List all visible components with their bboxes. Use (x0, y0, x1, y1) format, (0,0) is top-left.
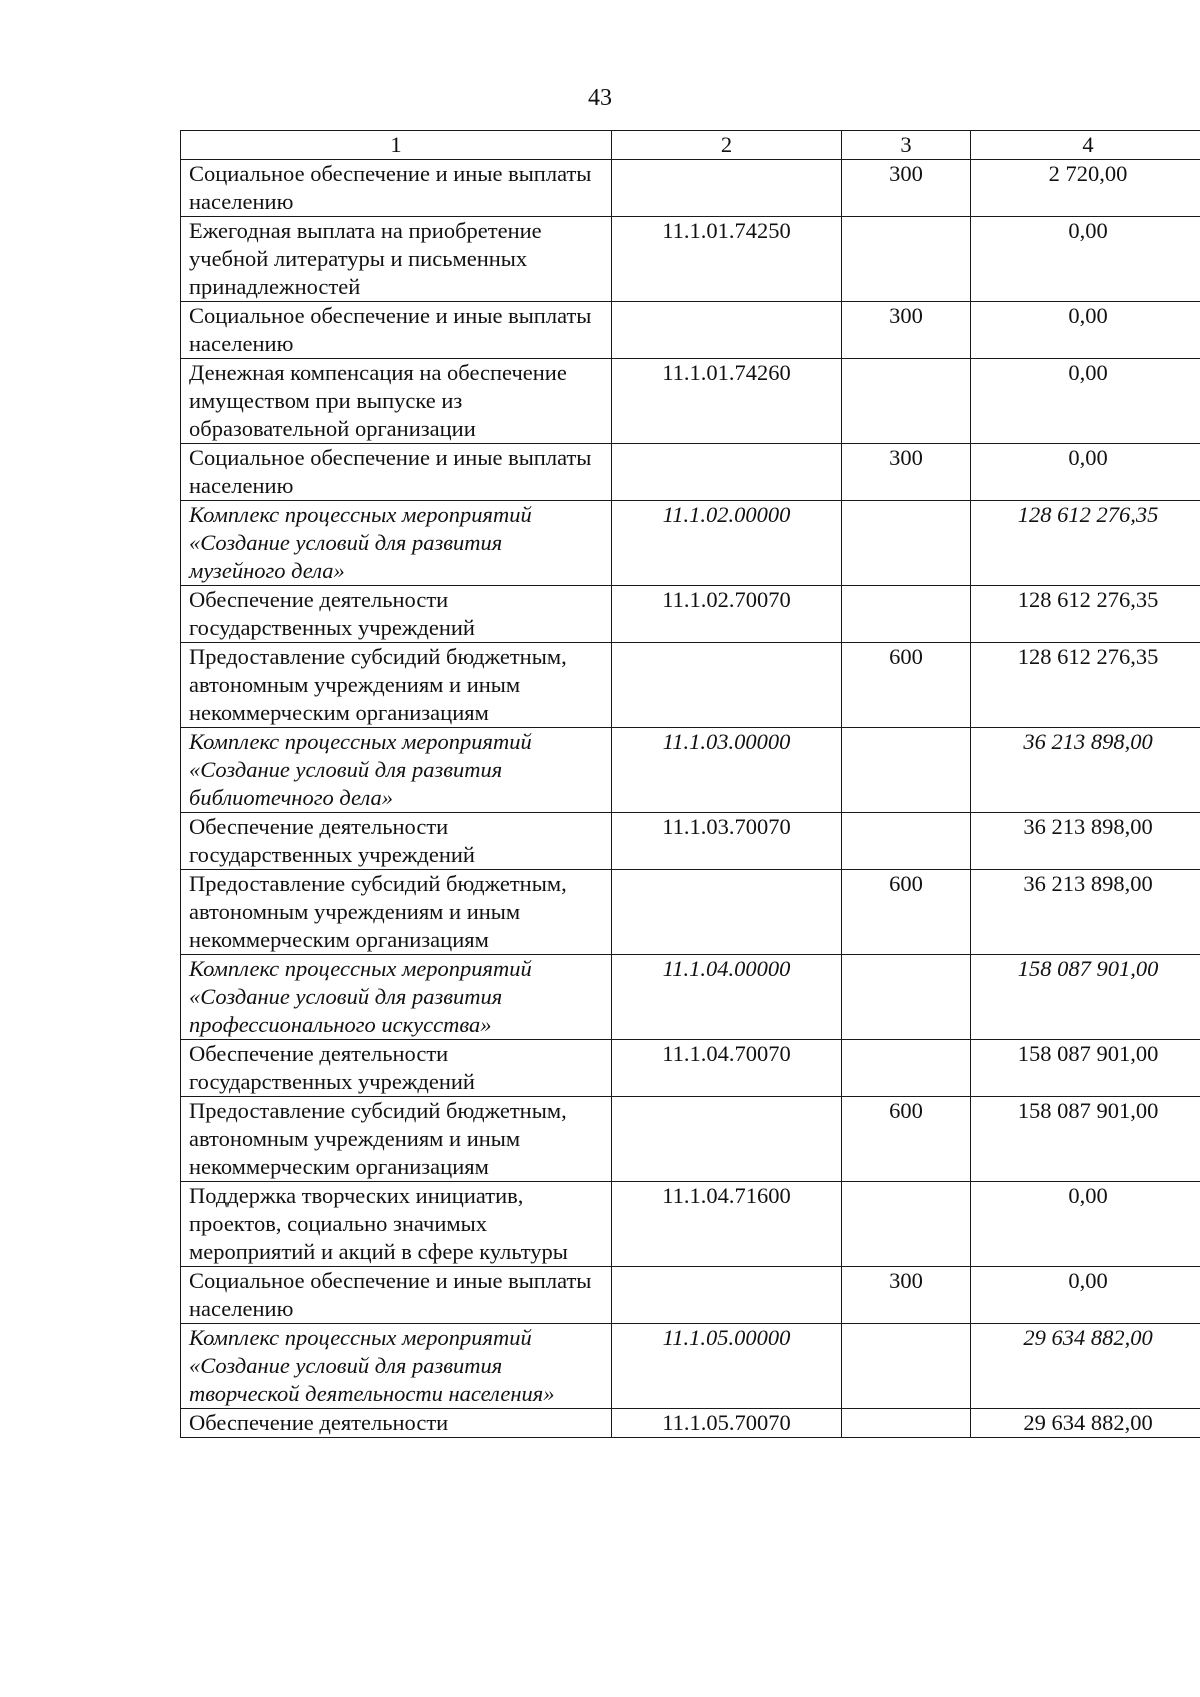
row-type-cell (842, 359, 971, 444)
row-type-cell: 300 (842, 302, 971, 359)
row-amount-cell: 128 612 276,35 (971, 586, 1200, 643)
table-row (181, 302, 1200, 359)
row-name-cell: Ежегодная выплата на приобретение учебной литературы и письменных принадлежностей (181, 217, 612, 302)
row-type-cell: 600 (842, 1097, 971, 1182)
row-code-cell: 11.1.05.00000 (612, 1324, 842, 1409)
row-type-cell (842, 1409, 971, 1438)
table-row (181, 586, 1200, 643)
header-col-3: 3 (842, 131, 971, 160)
row-name-cell: Обеспечение деятельности государственных учреждений (181, 1040, 612, 1097)
row-code-cell: 11.1.03.00000 (612, 728, 842, 813)
row-type-cell (842, 586, 971, 643)
row-name-cell: Комплекс процессных мероприятий «Создание условий для развития музейного дела» (181, 501, 612, 586)
row-name-cell: Социальное обеспечение и иные выплаты населению (181, 1267, 612, 1324)
row-name-cell: Поддержка творческих инициатив, проектов, социально значимых мероприятий и акций в сфере культуры (181, 1182, 612, 1267)
row-type-cell: 300 (842, 1267, 971, 1324)
row-code-cell (612, 444, 842, 501)
row-name-cell: Обеспечение деятельности (181, 1409, 612, 1438)
row-code-cell: 11.1.03.70070 (612, 813, 842, 870)
row-code-cell (612, 643, 842, 728)
table-row (181, 1182, 1200, 1267)
header-col-1: 1 (181, 131, 612, 160)
row-name-cell: Комплекс процессных мероприятий «Создание условий для развития профессионального искусства» (181, 955, 612, 1040)
row-name-cell: Денежная компенсация на обеспечение имуществом при выпуске из образовательной организации (181, 359, 612, 444)
row-amount-cell: 0,00 (971, 217, 1200, 302)
table-row (181, 870, 1200, 955)
row-type-cell (842, 955, 971, 1040)
row-amount-cell: 158 087 901,00 (971, 1097, 1200, 1182)
header-col-2: 2 (612, 131, 842, 160)
row-type-cell (842, 1182, 971, 1267)
row-type-cell (842, 728, 971, 813)
row-type-cell: 600 (842, 870, 971, 955)
row-code-cell: 11.1.04.70070 (612, 1040, 842, 1097)
header-col-4: 4 (971, 131, 1200, 160)
row-name-cell: Предоставление субсидий бюджетным, автономным учреждениям и иным некоммерческим организациям (181, 870, 612, 955)
row-amount-cell: 0,00 (971, 444, 1200, 501)
row-code-cell (612, 1097, 842, 1182)
table-row (181, 1040, 1200, 1097)
row-code-cell: 11.1.04.00000 (612, 955, 842, 1040)
row-amount-cell: 158 087 901,00 (971, 955, 1200, 1040)
row-type-cell: 300 (842, 160, 971, 217)
table-row (181, 501, 1200, 586)
row-type-cell (842, 1324, 971, 1409)
row-name-cell: Предоставление субсидий бюджетным, автономным учреждениям и иным некоммерческим организациям (181, 643, 612, 728)
row-amount-cell: 128 612 276,35 (971, 643, 1200, 728)
row-name-cell: Комплекс процессных мероприятий «Создание условий для развития творческой деятельности населения» (181, 1324, 612, 1409)
table-row (181, 728, 1200, 813)
table-row (181, 955, 1200, 1040)
row-name-cell: Социальное обеспечение и иные выплаты населению (181, 160, 612, 217)
row-type-cell (842, 217, 971, 302)
table-row (181, 643, 1200, 728)
row-code-cell (612, 302, 842, 359)
row-amount-cell: 0,00 (971, 302, 1200, 359)
table-row (181, 160, 1200, 217)
table-row (181, 1267, 1200, 1324)
row-code-cell: 11.1.01.74260 (612, 359, 842, 444)
page-number: 43 (588, 85, 612, 111)
table-row (181, 1324, 1200, 1409)
row-name-cell: Предоставление субсидий бюджетным, автономным учреждениям и иным некоммерческим организациям (181, 1097, 612, 1182)
table-row (181, 1409, 1200, 1438)
row-code-cell (612, 1267, 842, 1324)
row-code-cell (612, 160, 842, 217)
table-row (181, 1097, 1200, 1182)
row-amount-cell: 36 213 898,00 (971, 813, 1200, 870)
table-row (181, 444, 1200, 501)
row-amount-cell: 0,00 (971, 1182, 1200, 1267)
row-code-cell (612, 870, 842, 955)
row-name-cell: Обеспечение деятельности государственных учреждений (181, 813, 612, 870)
row-code-cell: 11.1.01.74250 (612, 217, 842, 302)
table-body (181, 160, 1200, 1438)
row-name-cell: Комплекс процессных мероприятий «Создание условий для развития библиотечного дела» (181, 728, 612, 813)
row-amount-cell: 29 634 882,00 (971, 1409, 1200, 1438)
row-name-cell: Социальное обеспечение и иные выплаты населению (181, 302, 612, 359)
row-amount-cell: 0,00 (971, 1267, 1200, 1324)
row-amount-cell: 36 213 898,00 (971, 728, 1200, 813)
row-code-cell: 11.1.02.70070 (612, 586, 842, 643)
table-row (181, 813, 1200, 870)
row-code-cell: 11.1.04.71600 (612, 1182, 842, 1267)
row-type-cell (842, 813, 971, 870)
row-code-cell: 11.1.05.70070 (612, 1409, 842, 1438)
row-amount-cell: 2 720,00 (971, 160, 1200, 217)
row-code-cell: 11.1.02.00000 (612, 501, 842, 586)
table-row (181, 217, 1200, 302)
row-amount-cell: 36 213 898,00 (971, 870, 1200, 955)
row-amount-cell: 29 634 882,00 (971, 1324, 1200, 1409)
table-header-row (181, 131, 1200, 160)
table-row (181, 359, 1200, 444)
row-type-cell (842, 501, 971, 586)
row-amount-cell: 128 612 276,35 (971, 501, 1200, 586)
row-type-cell: 300 (842, 444, 971, 501)
row-amount-cell: 0,00 (971, 359, 1200, 444)
row-type-cell: 600 (842, 643, 971, 728)
row-name-cell: Социальное обеспечение и иные выплаты населению (181, 444, 612, 501)
row-name-cell: Обеспечение деятельности государственных учреждений (181, 586, 612, 643)
budget-table (180, 130, 1200, 1438)
row-amount-cell: 158 087 901,00 (971, 1040, 1200, 1097)
row-type-cell (842, 1040, 971, 1097)
